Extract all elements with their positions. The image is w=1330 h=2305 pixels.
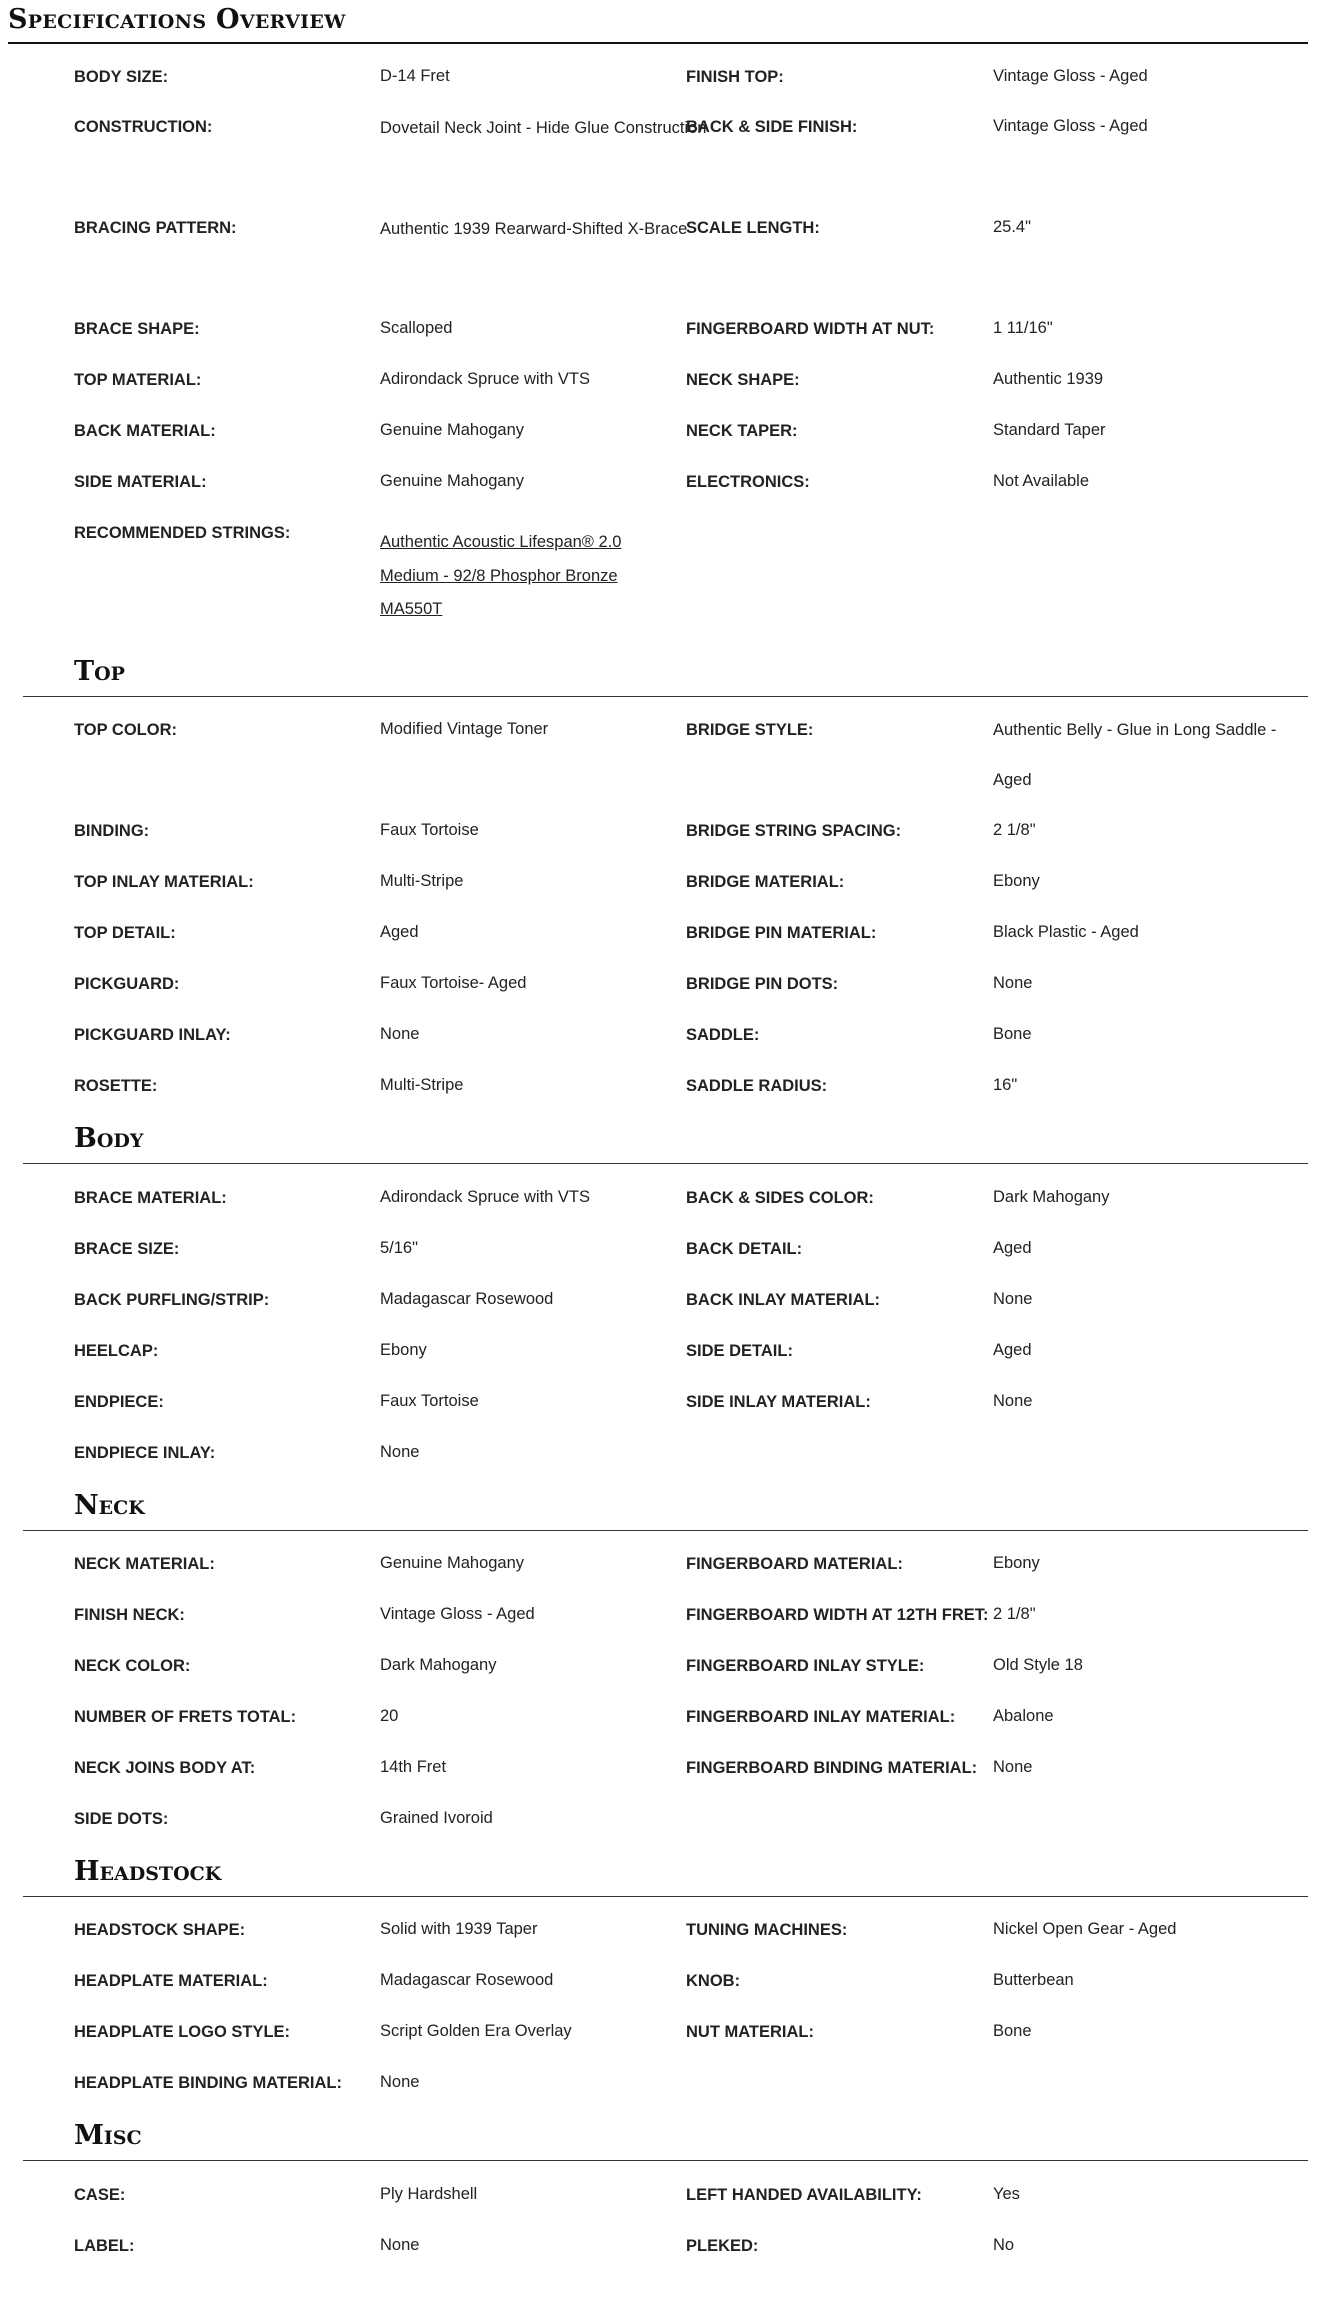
spec-value-endpiece: Faux Tortoise (380, 1392, 479, 1410)
spec-value-number-of-frets: 20 (380, 1707, 399, 1725)
spec-value-finish-top: Vintage Gloss - Aged (993, 67, 1148, 85)
spec-value-back-inlay-material: None (993, 1290, 1033, 1308)
spec-label-back-detail: BACK DETAIL: (686, 1240, 803, 1258)
spec-value-finish-neck: Vintage Gloss - Aged (380, 1605, 535, 1623)
spec-label-back-inlay-material: BACK INLAY MATERIAL: (686, 1291, 881, 1309)
section-title-misc: Misc (74, 2120, 142, 2151)
recommended-strings-link[interactable]: Authentic Acoustic Lifespan® 2.0 Medium - 92/8 Phosphor Bronze MA550T (380, 533, 622, 618)
spec-value-top-detail: Aged (380, 923, 419, 941)
spec-label-number-of-frets: NUMBER OF FRETS TOTAL: (74, 1708, 297, 1726)
spec-label-side-dots: SIDE DOTS: (74, 1810, 169, 1828)
spec-label-finish-top: FINISH TOP: (686, 68, 784, 86)
spec-value-nut-material: Bone (993, 2022, 1032, 2040)
spec-label-bridge-pin-material: BRIDGE PIN MATERIAL: (686, 924, 877, 942)
spec-label-left-handed: LEFT HANDED AVAILABILITY: (686, 2186, 922, 2204)
spec-value-bridge-pin-dots: None (993, 974, 1033, 992)
spec-label-side-inlay-material: SIDE INLAY MATERIAL: (686, 1393, 871, 1411)
spec-label-fingerboard-width-nut: FINGERBOARD WIDTH AT NUT: (686, 320, 935, 338)
spec-value-knob: Butterbean (993, 1971, 1074, 1989)
spec-value-neck-material: Genuine Mahogany (380, 1554, 525, 1572)
spec-label-bracing-pattern: BRACING PATTERN: (74, 219, 237, 237)
spec-label-nut-material: NUT MATERIAL: (686, 2023, 815, 2041)
spec-value-back-side-finish: Vintage Gloss - Aged (993, 117, 1148, 135)
spec-value-bridge-material: Ebony (993, 872, 1040, 890)
spec-label-pickguard: PICKGUARD: (74, 975, 180, 993)
spec-value-endpiece-inlay: None (380, 1443, 420, 1461)
spec-value-fingerboard-width-nut: 1 11/16" (993, 319, 1053, 337)
spec-label-saddle: SADDLE: (686, 1026, 760, 1044)
spec-label-heelcap: HEELCAP: (74, 1342, 159, 1360)
spec-value-headstock-shape: Solid with 1939 Taper (380, 1920, 538, 1938)
spec-label-neck-material: NECK MATERIAL: (74, 1555, 215, 1573)
spec-value-brace-size: 5/16" (380, 1239, 418, 1257)
section-divider-top (23, 696, 1308, 697)
spec-label-fingerboard-material: FINGERBOARD MATERIAL: (686, 1555, 903, 1573)
spec-value-back-purfling: Madagascar Rosewood (380, 1290, 554, 1308)
spec-label-back-material: BACK MATERIAL: (74, 422, 216, 440)
spec-value-case: Ply Hardshell (380, 2185, 478, 2203)
spec-value-construction: Dovetail Neck Joint - Hide Glue Construction (380, 119, 707, 137)
spec-label-side-material: SIDE MATERIAL: (74, 473, 207, 491)
spec-value-body-size: D-14 Fret (380, 67, 450, 85)
spec-label-case: CASE: (74, 2186, 126, 2204)
spec-value-heelcap: Ebony (380, 1341, 427, 1359)
spec-label-top-color: TOP COLOR: (74, 721, 177, 739)
spec-value-fingerboard-binding-material: None (993, 1758, 1033, 1776)
spec-label-brace-size: BRACE SIZE: (74, 1240, 180, 1258)
spec-label-pickguard-inlay: PICKGUARD INLAY: (74, 1026, 231, 1044)
spec-value-left-handed: Yes (993, 2185, 1020, 2203)
section-title-body: Body (74, 1123, 144, 1154)
spec-label-top-detail: TOP DETAIL: (74, 924, 176, 942)
spec-label-headplate-material: HEADPLATE MATERIAL: (74, 1972, 268, 1990)
spec-value-bridge-string-spacing: 2 1/8" (993, 821, 1036, 839)
spec-value-bridge-style: Authentic Belly - Glue in Long Saddle - Aged (993, 721, 1277, 789)
spec-value-brace-material: Adirondack Spruce with VTS (380, 1188, 591, 1206)
spec-label-endpiece-inlay: ENDPIECE INLAY: (74, 1444, 216, 1462)
section-title-headstock: Headstock (74, 1856, 222, 1887)
spec-label-headplate-binding-material: HEADPLATE BINDING MATERIAL: (74, 2074, 342, 2092)
section-title-top: Top (74, 656, 125, 687)
spec-label-top-material: TOP MATERIAL: (74, 371, 202, 389)
spec-value-neck-taper: Standard Taper (993, 421, 1106, 439)
section-divider-misc (23, 2160, 1308, 2161)
spec-label-finish-neck: FINISH NECK: (74, 1606, 185, 1624)
spec-value-side-inlay-material: None (993, 1392, 1033, 1410)
spec-label-binding: BINDING: (74, 822, 150, 840)
spec-label-scale-length: SCALE LENGTH: (686, 219, 820, 237)
title-divider (8, 42, 1308, 44)
spec-label-back-side-finish: BACK & SIDE FINISH: (686, 118, 858, 136)
spec-label-neck-taper: NECK TAPER: (686, 422, 798, 440)
spec-label-headstock-shape: HEADSTOCK SHAPE: (74, 1921, 246, 1939)
spec-value-pleked: No (993, 2236, 1015, 2254)
spec-label-side-detail: SIDE DETAIL: (686, 1342, 793, 1360)
section-divider-body (23, 1163, 1308, 1164)
spec-value-side-dots: Grained Ivoroid (380, 1809, 493, 1827)
spec-value-saddle: Bone (993, 1025, 1032, 1043)
spec-value-tuning-machines: Nickel Open Gear - Aged (993, 1920, 1177, 1938)
spec-label-bridge-material: BRIDGE MATERIAL: (686, 873, 845, 891)
spec-label-tuning-machines: TUNING MACHINES: (686, 1921, 848, 1939)
spec-value-scale-length: 25.4" (993, 218, 1031, 236)
spec-label-construction: CONSTRUCTION: (74, 118, 213, 136)
spec-label-pleked: PLEKED: (686, 2237, 759, 2255)
spec-value-neck-shape: Authentic 1939 (993, 370, 1104, 388)
spec-value-saddle-radius: 16" (993, 1076, 1018, 1094)
spec-value-rosette: Multi-Stripe (380, 1076, 464, 1094)
spec-label-bridge-pin-dots: BRIDGE PIN DOTS: (686, 975, 839, 993)
spec-value-pickguard-inlay: None (380, 1025, 420, 1043)
spec-value-fingerboard-inlay-style: Old Style 18 (993, 1656, 1083, 1674)
spec-value-electronics: Not Available (993, 472, 1090, 490)
spec-label-headplate-logo-style: HEADPLATE LOGO STYLE: (74, 2023, 291, 2041)
spec-label-bridge-string-spacing: BRIDGE STRING SPACING: (686, 822, 902, 840)
spec-label-body-size: BODY SIZE: (74, 68, 169, 86)
spec-label-recommended-strings: RECOMMENDED STRINGS: (74, 524, 291, 542)
spec-value-back-detail: Aged (993, 1239, 1032, 1257)
spec-value-headplate-logo-style: Script Golden Era Overlay (380, 2022, 572, 2040)
spec-label-fingerboard-inlay-style: FINGERBOARD INLAY STYLE: (686, 1657, 925, 1675)
spec-label-neck-shape: NECK SHAPE: (686, 371, 800, 389)
spec-value-bracing-pattern: Authentic 1939 Rearward-Shifted X-Brace (380, 220, 688, 238)
spec-value-headplate-binding-material: None (380, 2073, 420, 2091)
spec-label-fingerboard-inlay-material: FINGERBOARD INLAY MATERIAL: (686, 1708, 956, 1726)
spec-value-pickguard: Faux Tortoise- Aged (380, 974, 527, 992)
spec-label-neck-color: NECK COLOR: (74, 1657, 191, 1675)
spec-label-fingerboard-width-12th: FINGERBOARD WIDTH AT 12TH FRET: (686, 1606, 989, 1624)
spec-value-binding: Faux Tortoise (380, 821, 479, 839)
spec-value-fingerboard-inlay-material: Abalone (993, 1707, 1054, 1725)
spec-value-neck-color: Dark Mahogany (380, 1656, 497, 1674)
spec-label-rosette: ROSETTE: (74, 1077, 158, 1095)
spec-label-back-purfling: BACK PURFLING/STRIP: (74, 1291, 270, 1309)
spec-label-saddle-radius: SADDLE RADIUS: (686, 1077, 828, 1095)
spec-label-brace-material: BRACE MATERIAL: (74, 1189, 227, 1207)
spec-value-top-material: Adirondack Spruce with VTS (380, 370, 591, 388)
spec-value-top-inlay-material: Multi-Stripe (380, 872, 464, 890)
spec-value-back-sides-color: Dark Mahogany (993, 1188, 1110, 1206)
spec-value-side-detail: Aged (993, 1341, 1032, 1359)
spec-label-back-sides-color: BACK & SIDES COLOR: (686, 1189, 874, 1207)
spec-label-label: LABEL: (74, 2237, 135, 2255)
spec-label-neck-joins-body: NECK JOINS BODY AT: (74, 1759, 256, 1777)
section-title-neck: Neck (74, 1490, 145, 1521)
spec-label-bridge-style: BRIDGE STYLE: (686, 721, 814, 739)
spec-value-back-material: Genuine Mahogany (380, 421, 525, 439)
spec-value-fingerboard-material: Ebony (993, 1554, 1040, 1572)
spec-label-endpiece: ENDPIECE: (74, 1393, 164, 1411)
spec-label-electronics: ELECTRONICS: (686, 473, 810, 491)
spec-value-top-color: Modified Vintage Toner (380, 720, 549, 738)
spec-value-fingerboard-width-12th: 2 1/8" (993, 1605, 1036, 1623)
section-divider-neck (23, 1530, 1308, 1531)
spec-value-headplate-material: Madagascar Rosewood (380, 1971, 554, 1989)
spec-label-brace-shape: BRACE SHAPE: (74, 320, 200, 338)
spec-label-top-inlay-material: TOP INLAY MATERIAL: (74, 873, 254, 891)
page-title: Specifications Overview (8, 4, 346, 35)
spec-value-neck-joins-body: 14th Fret (380, 1758, 447, 1776)
spec-value-bridge-pin-material: Black Plastic - Aged (993, 923, 1139, 941)
spec-label-fingerboard-binding-material: FINGERBOARD BINDING MATERIAL: (686, 1759, 978, 1777)
spec-value-brace-shape: Scalloped (380, 319, 453, 337)
section-divider-headstock (23, 1896, 1308, 1897)
spec-value-label: None (380, 2236, 420, 2254)
spec-label-knob: KNOB: (686, 1972, 741, 1990)
spec-value-side-material: Genuine Mahogany (380, 472, 525, 490)
